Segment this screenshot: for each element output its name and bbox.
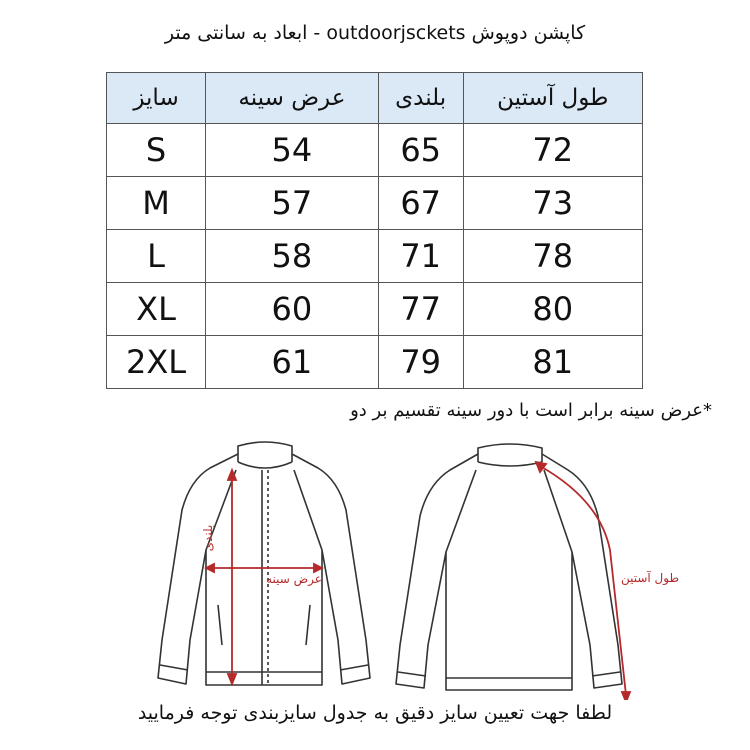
cell-length: 79: [378, 336, 463, 389]
footer-note: لطفا جهت تعیین سایز دقیق به جدول سایزبندی توجه فرمایید: [137, 702, 613, 724]
cell-sleeve: 78: [463, 230, 642, 283]
cell-length: 71: [378, 230, 463, 283]
cell-chest: 58: [206, 230, 379, 283]
cell-chest: 61: [206, 336, 379, 389]
cell-sleeve: 81: [463, 336, 642, 389]
cell-sleeve: 72: [463, 124, 642, 177]
back-sleeve-label: طول آستین: [620, 571, 680, 585]
size-table: [106, 72, 643, 389]
cell-chest: 60: [206, 283, 379, 336]
table-row: [107, 177, 643, 230]
table-header-row: [107, 73, 643, 124]
chest-width-note: *عرض سینه برابر است با دور سینه تقسیم بر دو: [350, 400, 712, 421]
table-row: [107, 124, 643, 177]
cell-chest: 54: [206, 124, 379, 177]
cell-chest: 57: [206, 177, 379, 230]
cell-size: XL: [107, 283, 206, 336]
front-jacket-drawing: [158, 442, 370, 685]
cell-size: S: [107, 124, 206, 177]
header-length: بلندی: [378, 73, 463, 124]
cell-sleeve: 73: [463, 177, 642, 230]
cell-length: 67: [378, 177, 463, 230]
cell-size: L: [107, 230, 206, 283]
table-row: [107, 230, 643, 283]
back-jacket-drawing: [396, 444, 622, 690]
front-height-label: بلندی: [201, 524, 215, 552]
page-title: کاپشن دوپوش outdoorjsckets - ابعاد به سانتی متر: [164, 22, 586, 44]
cell-length: 65: [378, 124, 463, 177]
table-row: [107, 283, 643, 336]
cell-size: M: [107, 177, 206, 230]
cell-sleeve: 80: [463, 283, 642, 336]
jacket-diagram: [0, 440, 750, 700]
cell-size: 2XL: [107, 336, 206, 389]
cell-length: 77: [378, 283, 463, 336]
back-sleeve-arrow: [540, 466, 626, 695]
header-sleeve-length: طول آستین: [463, 73, 642, 124]
front-chest-label: عرض سینه: [266, 572, 322, 586]
header-size: سایز: [107, 73, 206, 124]
header-chest-width: عرض سینه: [206, 73, 379, 124]
table-row: [107, 336, 643, 389]
